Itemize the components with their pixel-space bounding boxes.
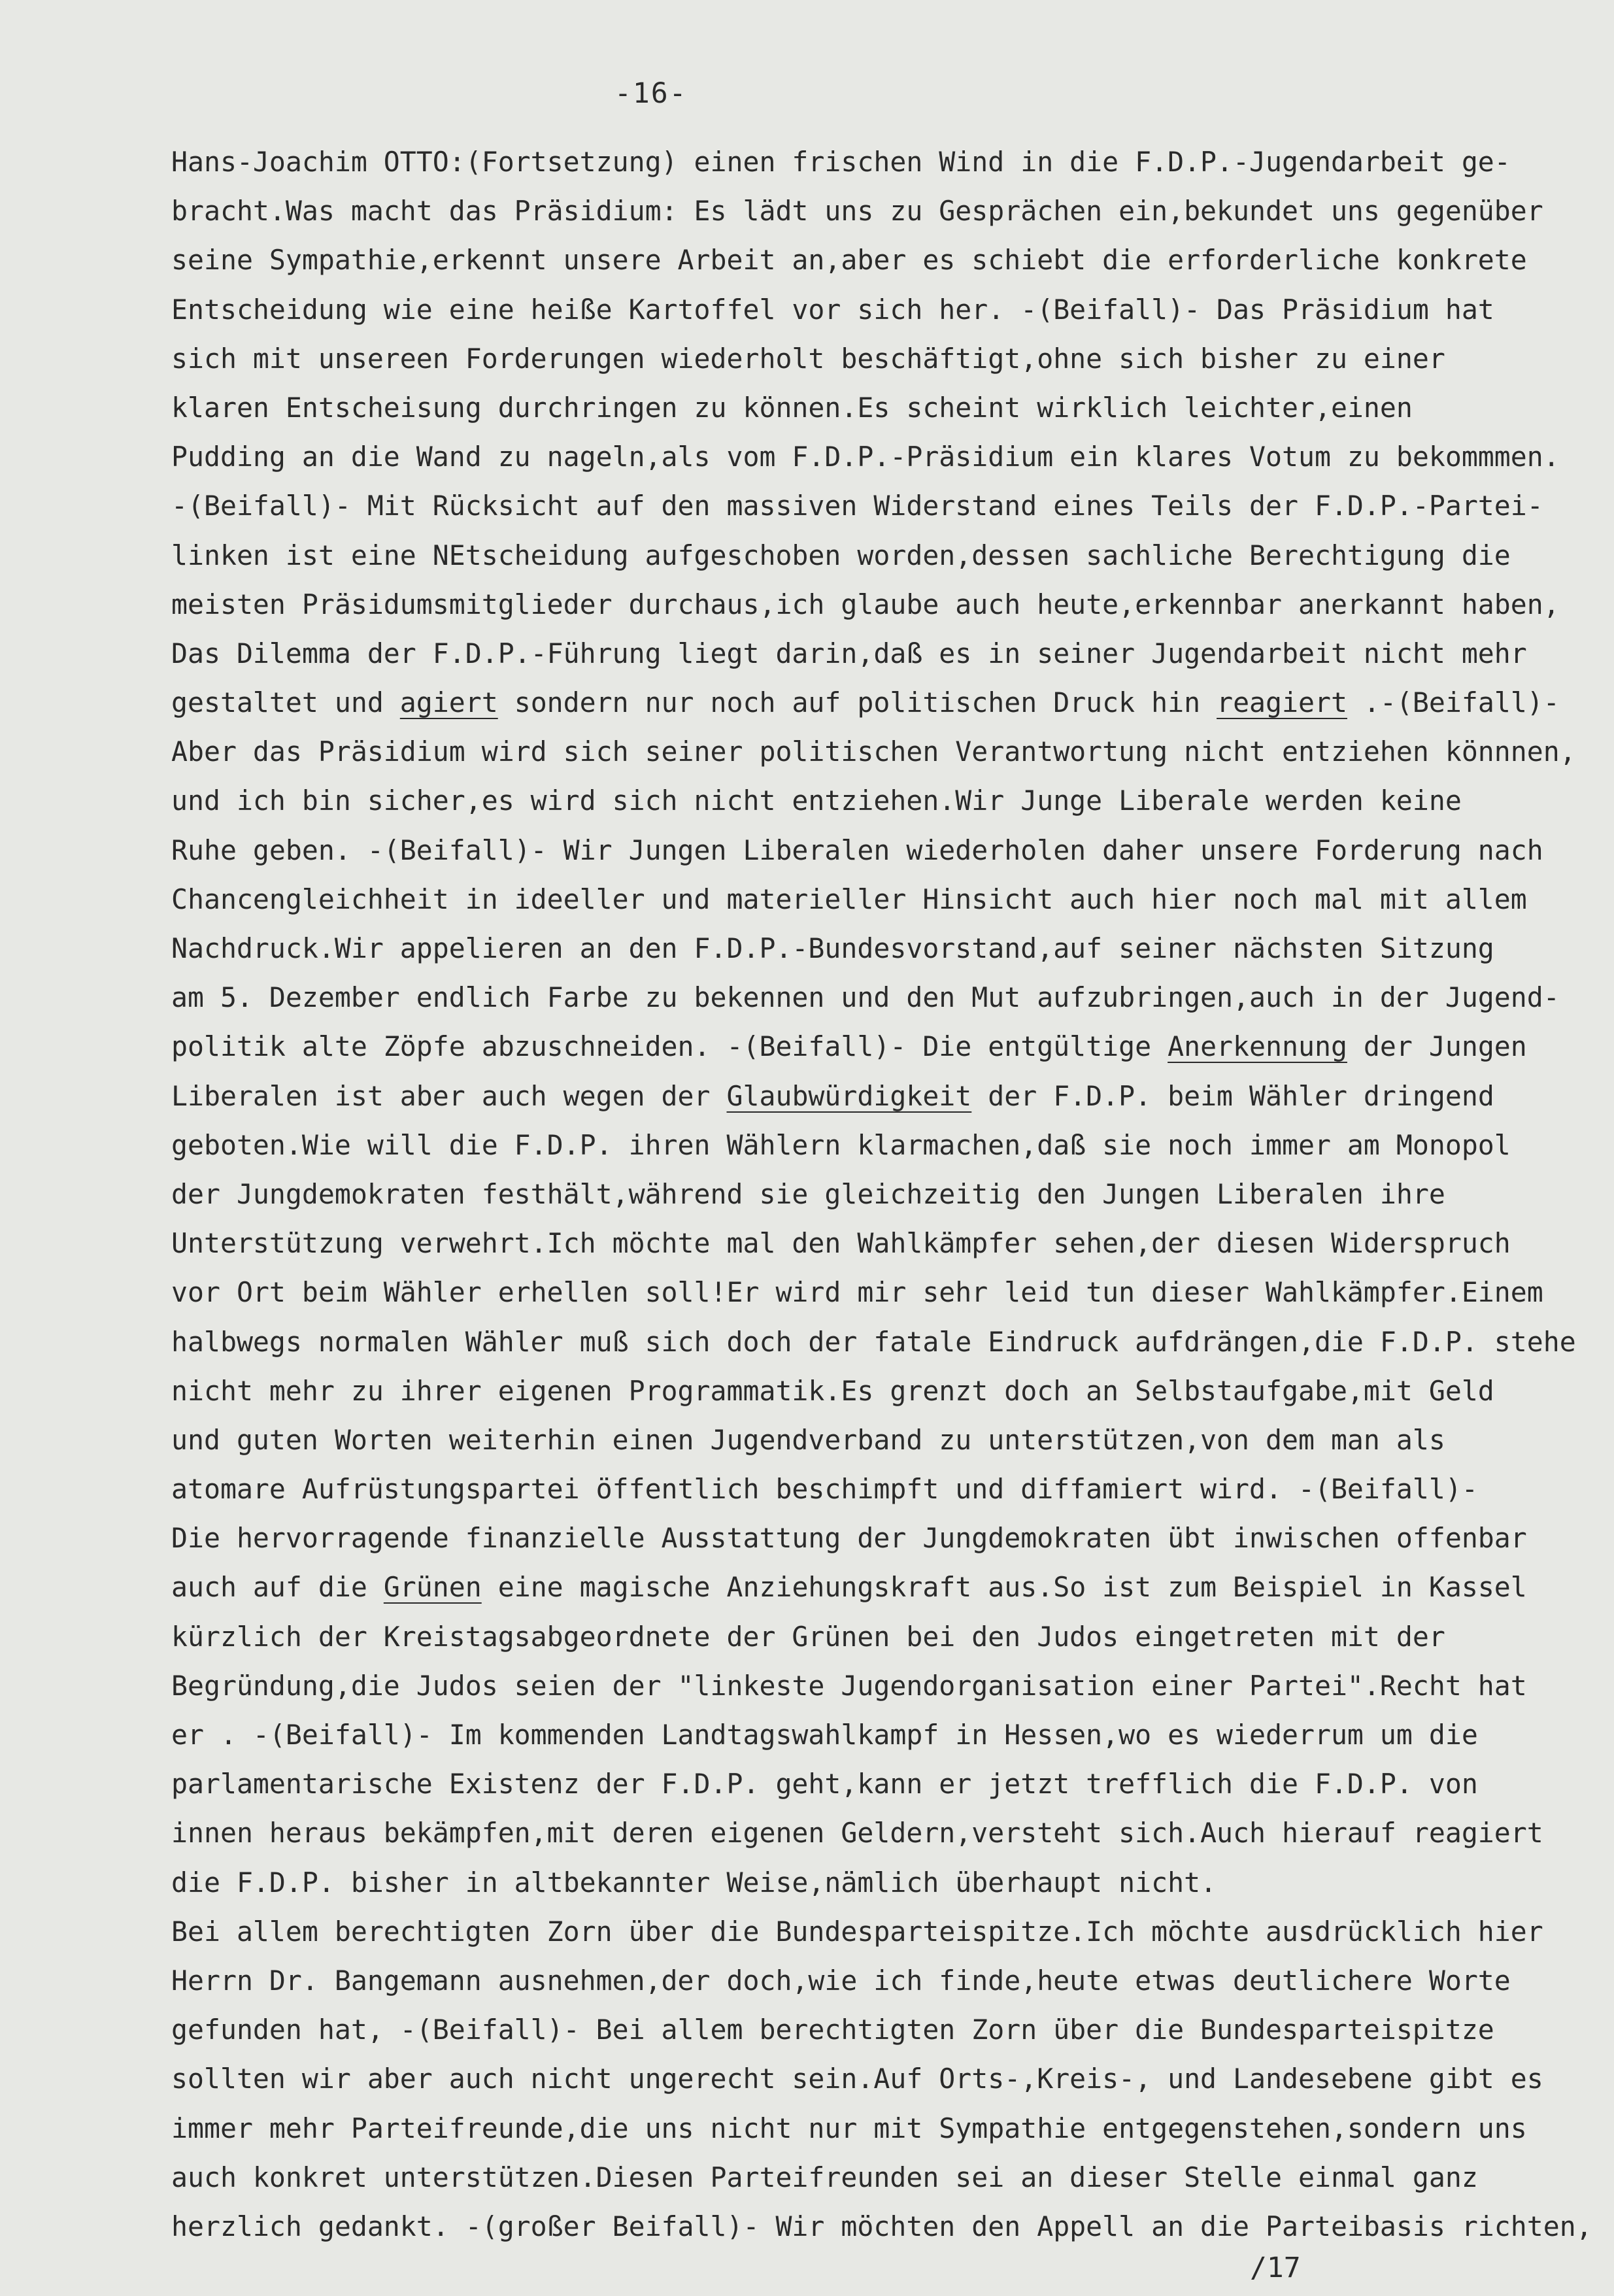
- speech-transcript: [171, 137, 1596, 2251]
- text-line: [171, 1808, 1596, 1857]
- text-line: [171, 1464, 1596, 1513]
- text-segment: Begründung,die Judos seien der "linkeste Jugendorganisation einer Partei".Recht hat: [171, 1669, 1527, 1702]
- text-line: [171, 776, 1596, 825]
- text-segment: halbwegs normalen Wähler muß sich doch der fatale Eindruck aufdrängen,die F.D.P. stehe: [171, 1325, 1576, 1358]
- text-segment: auch auf die: [171, 1571, 384, 1604]
- text-line: [171, 432, 1596, 481]
- text-segment: Das Dilemma der F.D.P.-Führung liegt darin,daß es in seiner Jugendarbeit nicht mehr: [171, 637, 1527, 669]
- text-segment: sondern nur noch auf politischen Druck hin: [497, 686, 1217, 719]
- text-line: [171, 2005, 1596, 2054]
- text-line: [171, 2104, 1596, 2153]
- text-line: [171, 1759, 1596, 1808]
- text-line: [171, 1121, 1596, 1170]
- text-segment: immer mehr Parteifreunde,die uns nicht nur mit Sympathie entgegenstehen,sondern uns: [171, 2112, 1527, 2144]
- text-line: [171, 481, 1596, 530]
- text-segment: parlamentarische Existenz der F.D.P. geht,kann er jetzt trefflich die F.D.P. von: [171, 1768, 1478, 1800]
- underlined-word: Glaubwürdigkeit: [726, 1079, 972, 1112]
- text-segment: er . -(Beifall)- Im kommenden Landtagswahlkampf in Hessen,wo es wiederrum um die: [171, 1719, 1478, 1751]
- text-line: [171, 973, 1596, 1022]
- text-segment: kürzlich der Kreistagsabgeordnete der Grünen bei den Judos eingetreten mit der: [171, 1620, 1445, 1653]
- text-segment: -(Beifall)- Mit Rücksicht auf den massiven Widerstand eines Teils der F.D.P.-Partei-: [171, 490, 1543, 522]
- text-line: [171, 186, 1596, 235]
- text-segment: herzlich gedankt. -(großer Beifall)- Wir möchten den Appell an die Parteibasis richten,: [171, 2210, 1592, 2242]
- text-line: [171, 285, 1596, 334]
- text-line: [171, 2153, 1596, 2202]
- underlined-word: Grünen: [383, 1571, 482, 1604]
- text-segment: innen heraus bekämpfen,mit deren eigenen Geldern,versteht sich.Auch hierauf reagiert: [171, 1817, 1543, 1849]
- text-line: [171, 2202, 1596, 2251]
- text-line: [171, 1907, 1596, 1956]
- text-segment: Unterstützung verwehrt.Ich möchte mal den Wahlkämpfer sehen,der diesen Widerspruch: [171, 1227, 1511, 1260]
- text-segment: die F.D.P. bisher in altbekannter Weise,nämlich überhaupt nicht.: [171, 1866, 1217, 1899]
- text-line: [171, 2054, 1596, 2103]
- text-segment: sollten wir aber auch nicht ungerecht sein.Auf Orts-,Kreis-, und Landesebene gibt es: [171, 2063, 1543, 2095]
- text-segment: seine Sympathie,erkennt unsere Arbeit an,aber es schiebt die erforderliche konkrete: [171, 244, 1527, 277]
- text-segment: politik alte Zöpfe abzuschneiden. -(Beifall)- Die entgültige: [171, 1030, 1168, 1063]
- text-line: [171, 1612, 1596, 1661]
- text-segment: Herrn Dr. Bangemann ausnehmen,der doch,wie ich finde,heute etwas deutlichere Worte: [171, 1964, 1511, 1997]
- text-line: [171, 629, 1596, 678]
- text-segment: der F.D.P. beim Wähler dringend: [971, 1079, 1494, 1112]
- text-segment: Entscheidung wie eine heiße Kartoffel vor sich her. -(Beifall)- Das Präsidium hat: [171, 293, 1494, 326]
- text-segment: klaren Entscheisung durchringen zu können.Es scheint wirklich leichter,einen: [171, 391, 1413, 424]
- text-segment: geboten.Wie will die F.D.P. ihren Wählern klarmachen,daß sie noch immer am Monopol: [171, 1128, 1511, 1161]
- text-line: [171, 1956, 1596, 2005]
- text-segment: .-(Beifall)-: [1347, 686, 1560, 719]
- text-segment: Aber das Präsidium wird sich seiner politischen Verantwortung nicht entziehen könnnen,: [171, 735, 1576, 768]
- continuation-page-marker: /17: [1250, 2252, 1301, 2284]
- text-segment: meisten Präsidumsmitglieder durchaus,ich glaube auch heute,erkennbar anerkannt haben,: [171, 588, 1560, 620]
- text-line: [171, 1513, 1596, 1562]
- text-segment: und guten Worten weiterhin einen Jugendverband zu unterstützen,von dem man als: [171, 1423, 1445, 1456]
- text-segment: nicht mehr zu ihrer eigenen Programmatik.Es grenzt doch an Selbstaufgabe,mit Geld: [171, 1374, 1494, 1407]
- text-line: [171, 924, 1596, 973]
- text-line: [171, 383, 1596, 432]
- text-segment: Ruhe geben. -(Beifall)- Wir Jungen Liberalen wiederholen daher unsere Forderung nach: [171, 834, 1543, 866]
- text-line: [171, 678, 1596, 727]
- text-line: [171, 1268, 1596, 1317]
- text-segment: gestaltet und: [171, 686, 400, 719]
- text-segment: auch konkret unterstützen.Diesen Parteifreunden sei an dieser Stelle einmal ganz: [171, 2161, 1478, 2193]
- text-line: [171, 137, 1596, 186]
- text-line: [171, 727, 1596, 776]
- text-line: [171, 1170, 1596, 1219]
- text-line: [171, 580, 1596, 629]
- text-line: [171, 1366, 1596, 1415]
- text-segment: Hans-Joachim OTTO:(Fortsetzung) einen frischen Wind in die F.D.P.-Jugendarbeit ge-: [171, 146, 1511, 178]
- text-line: [171, 531, 1596, 580]
- text-segment: Nachdruck.Wir appelieren an den F.D.P.-Bundesvorstand,auf seiner nächsten Sitzung: [171, 932, 1494, 964]
- page-number: -16-: [614, 77, 688, 110]
- text-segment: der Jungdemokraten festhält,während sie gleichzeitig den Jungen Liberalen ihre: [171, 1177, 1445, 1210]
- text-segment: am 5. Dezember endlich Farbe zu bekennen und den Mut aufzubringen,auch in der Jugend-: [171, 981, 1560, 1014]
- text-line: [171, 1562, 1596, 1612]
- text-segment: Die hervorragende finanzielle Ausstattung der Jungdemokraten übt inwischen offenbar: [171, 1522, 1527, 1555]
- text-line: [171, 334, 1596, 383]
- underlined-word: Anerkennung: [1168, 1030, 1347, 1063]
- text-line: [171, 1219, 1596, 1268]
- text-line: [171, 1415, 1596, 1464]
- underlined-word: agiert: [399, 686, 498, 719]
- text-segment: der Jungen: [1347, 1030, 1527, 1063]
- text-line: [171, 826, 1596, 875]
- text-segment: und ich bin sicher,es wird sich nicht entziehen.Wir Junge Liberale werden keine: [171, 785, 1462, 817]
- text-line: [171, 1022, 1596, 1071]
- text-line: [171, 1661, 1596, 1710]
- text-line: [171, 1710, 1596, 1759]
- text-segment: bracht.Was macht das Präsidium: Es lädt uns zu Gesprächen ein,bekundet uns gegenüber: [171, 195, 1543, 228]
- text-line: [171, 1072, 1596, 1121]
- text-line: [171, 235, 1596, 284]
- text-segment: sich mit unsereen Forderungen wiederholt beschäftigt,ohne sich bisher zu einer: [171, 342, 1445, 375]
- text-line: [171, 1858, 1596, 1907]
- text-segment: Liberalen ist aber auch wegen der: [171, 1079, 727, 1112]
- text-segment: vor Ort beim Wähler erhellen soll!Er wird mir sehr leid tun dieser Wahlkämpfer.Einem: [171, 1276, 1543, 1309]
- text-line: [171, 1317, 1596, 1366]
- text-segment: atomare Aufrüstungspartei öffentlich beschimpft und diffamiert wird. -(Beifall)-: [171, 1473, 1478, 1506]
- text-segment: Pudding an die Wand zu nageln,als vom F.D.P.-Präsidium ein klares Votum zu bekommmen.: [171, 441, 1560, 473]
- text-line: [171, 875, 1596, 924]
- underlined-word: reagiert: [1217, 686, 1347, 719]
- text-segment: gefunden hat, -(Beifall)- Bei allem berechtigten Zorn über die Bundesparteispitze: [171, 2014, 1494, 2046]
- text-segment: linken ist eine NEtscheidung aufgeschoben worden,dessen sachliche Berechtigung die: [171, 539, 1511, 571]
- text-segment: eine magische Anziehungskraft aus.So ist zum Beispiel in Kassel: [481, 1571, 1527, 1604]
- text-segment: Bei allem berechtigten Zorn über die Bundesparteispitze.Ich möchte ausdrücklich hier: [171, 1915, 1543, 1948]
- text-segment: Chancengleichheit in ideeller und materieller Hinsicht auch hier noch mal mit allem: [171, 883, 1527, 915]
